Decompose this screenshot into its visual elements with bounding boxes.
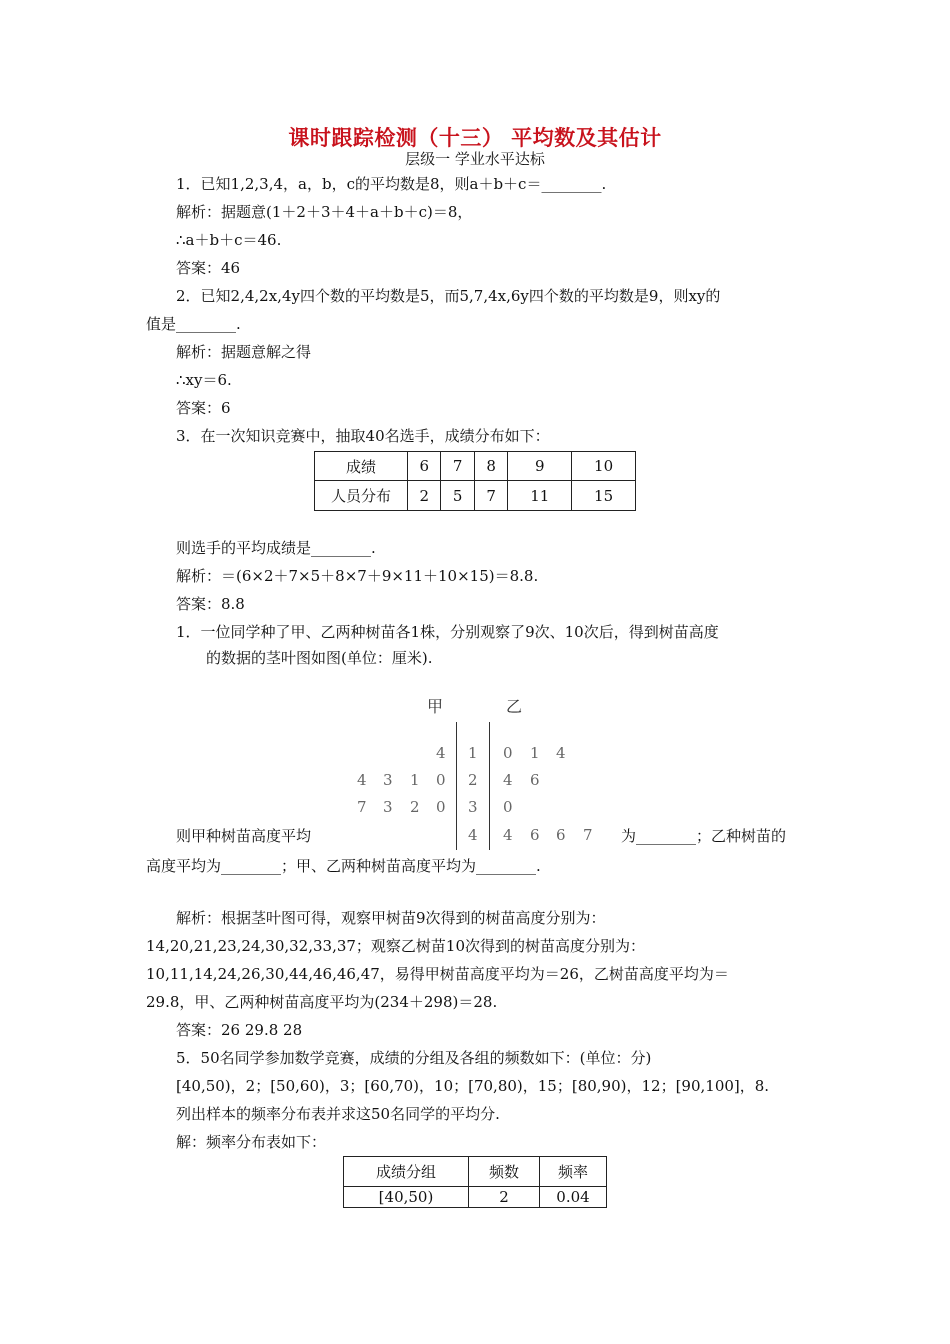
q5-cell: [40,50) [344,1187,469,1208]
right-leaf: 1 [530,744,540,762]
q3-count-cell: 5 [441,481,474,511]
right-leaf: 6 [530,826,540,844]
stem-value: 2 [468,771,478,789]
left-leaf: 4 [357,771,367,789]
q5-groups-line: [40,50)，2；[50,60)，3；[60,70)，10；[70,80)，15；[80,90)，12；[90,100]，8. [176,1077,770,1095]
right-leaf: 6 [530,771,540,789]
q4-analysis-line4: 29.8，甲、乙两种树苗高度平均为(234＋298)＝28. [146,993,498,1011]
page-subtitle: 层级一 学业水平达标 [405,150,545,168]
q1-answer: 答案：46 [176,259,241,277]
stemleaf-left-divider [456,722,457,850]
q1-analysis: 解析：据题意(1＋2＋3＋4＋a＋b＋c)＝8， [176,203,473,221]
q3-count-cell: 15 [572,481,636,511]
right-leaf: 4 [503,826,513,844]
q5-task: 列出样本的频率分布表并求这50名同学的平均分. [176,1105,500,1123]
q5-stem: 5．50名同学参加数学竞赛，成绩的分组及各组的频数如下：(单位：分) [176,1049,652,1067]
left-leaf: 3 [383,798,393,816]
left-leaf: 2 [410,798,420,816]
q4-analysis-line3: 10,11,14,24,26,30,44,46,46,47，易得甲树苗高度平均为＝26，乙树苗高度平均为＝ [146,965,729,983]
page-title: 课时跟踪检测（十三） 平均数及其估计 [288,126,662,150]
q3-analysis: 解析：＝(6×2＋7×5＋8×7＋9×11＋10×15)＝8.8. [176,567,539,585]
q3-count-cell: 7 [474,481,507,511]
q3-score-cell: 7 [441,452,474,481]
right-leaf: 4 [503,771,513,789]
right-leaf: 6 [556,826,566,844]
q3-count-row [315,481,636,511]
q1-stem: 1．已知1,2,3,4，a，b，c的平均数是8，则a＋b＋c＝________. [176,175,607,193]
q2-answer: 答案：6 [176,399,231,417]
q5-cell: 0.04 [540,1187,607,1208]
q3-score-row [315,452,636,481]
q3-stem: 3．在一次知识竞赛中，抽取40名选手，成绩分布如下： [176,427,550,445]
q1-therefore: ∴a＋b＋c＝46. [176,231,282,249]
right-leaf: 4 [556,744,566,762]
left-leaf: 7 [357,798,367,816]
q5-header-cell: 频数 [469,1157,540,1187]
stem-value: 1 [468,744,478,762]
q4-stem-line1: 1．一位同学种了甲、乙两种树苗各1株，分别观察了9次、10次后，得到树苗高度 [176,623,719,641]
q4-question-part2: 为________；乙种树苗的 [621,827,787,845]
q3-answer: 答案：8.8 [176,595,245,613]
stem-value: 4 [468,826,478,844]
q3-score-cell: 8 [474,452,507,481]
left-leaf: 4 [436,744,446,762]
q2-therefore: ∴xy＝6. [176,371,232,389]
q5-header-cell: 成绩分组 [344,1157,469,1187]
left-leaf: 0 [436,771,446,789]
left-leaf: 3 [383,771,393,789]
right-leaf: 0 [503,744,513,762]
q3-count-cell: 11 [508,481,572,511]
right-leaf: 7 [583,826,593,844]
left-leaf: 0 [436,798,446,816]
q4-stem-line2: 的数据的茎叶图如图(单位：厘米). [206,649,433,667]
q2-stem-line1: 2．已知2,4,2x,4y四个数的平均数是5，而5,7,4x,6y四个数的平均数是9，则xy的 [176,287,721,305]
q4-analysis-line2: 14,20,21,23,24,30,32,33,37；观察乙树苗10次得到的树苗高度分别为： [146,937,646,955]
q5-frequency-table [343,1156,607,1208]
q5-solution: 解：频率分布表如下： [176,1133,327,1151]
q3-score-cell: 6 [408,452,441,481]
q3-score-table [314,451,636,511]
stem-value: 3 [468,798,478,816]
q4-question-part1: 则甲种树苗高度平均 [176,827,312,845]
right-leaf: 0 [503,798,513,816]
q3-count-cell: 2 [408,481,441,511]
q3-score-cell: 9 [508,452,572,481]
left-leaf: 1 [410,771,420,789]
q5-cell: 2 [469,1187,540,1208]
q5-table-row [344,1187,607,1208]
stemleaf-left-label: 甲 [427,697,444,716]
q3-question: 则选手的平均成绩是________. [176,539,376,557]
q4-answer: 答案：26 29.8 28 [176,1021,303,1039]
q4-analysis-line1: 解析：根据茎叶图可得，观察甲树苗9次得到的树苗高度分别为： [176,909,606,927]
q2-analysis: 解析：据题意解之得 [176,343,312,361]
q5-table-header-row [344,1157,607,1187]
q5-header-cell: 频率 [540,1157,607,1187]
q2-stem-line2: 值是________. [146,315,241,333]
q3-row-header-score: 成绩 [315,452,408,481]
q3-score-cell: 10 [572,452,636,481]
q3-row-header-count: 人员分布 [315,481,408,511]
stemleaf-right-divider [489,722,490,850]
stemleaf-right-label: 乙 [506,697,523,716]
q4-question-line2: 高度平均为________；甲、乙两种树苗高度平均为________. [146,857,541,875]
